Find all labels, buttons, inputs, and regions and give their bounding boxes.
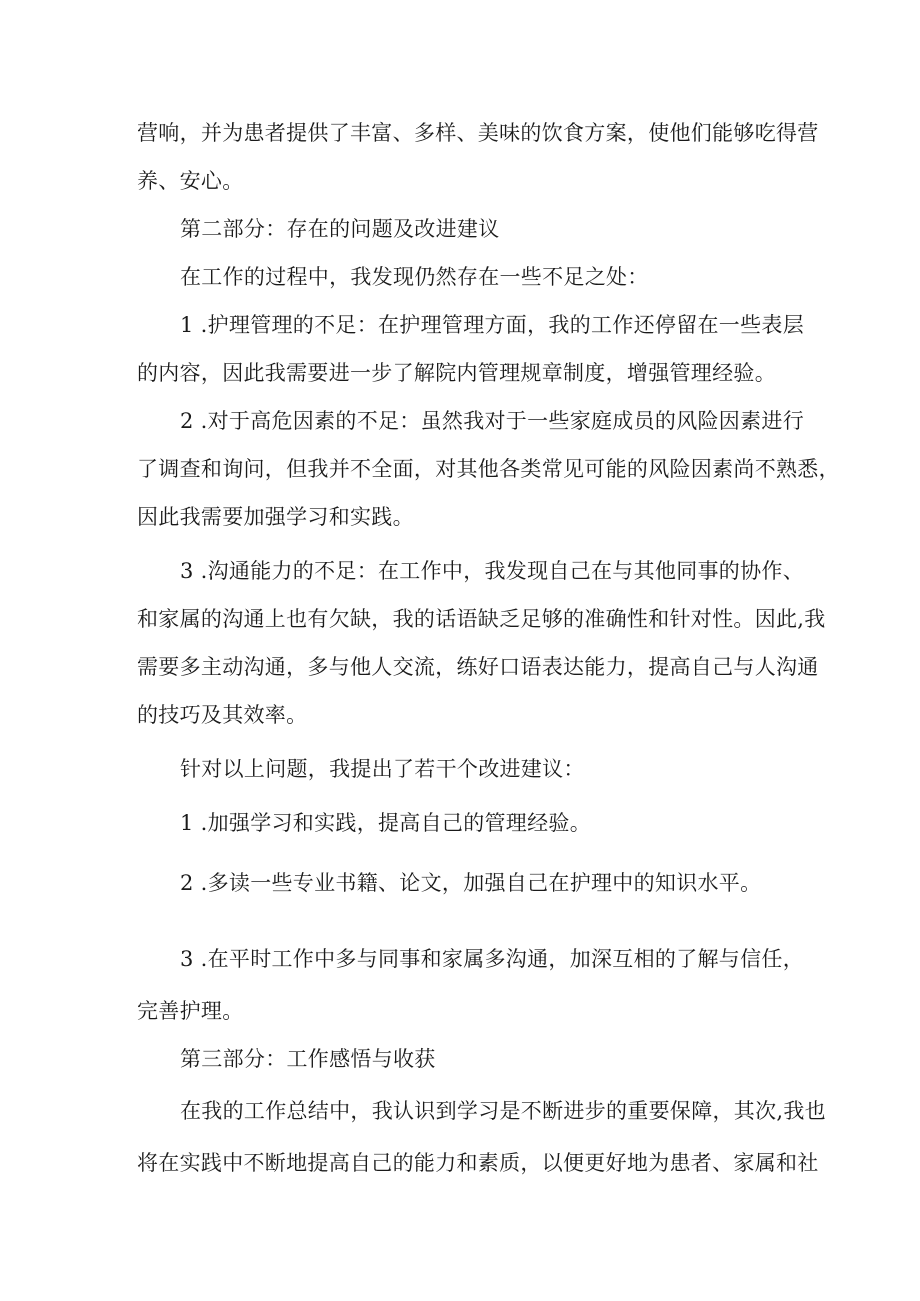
text-line: 营响，并为患者提供了丰富、多样、美味的饮食方案，使他们能够吃得营	[137, 121, 819, 145]
text-line: 需要多主动沟通，多与他人交流，练好口语表达能力，提高自己与人沟通	[137, 655, 819, 679]
text-line: 完善护理。	[137, 999, 244, 1023]
text-line: 将在实践中不断地提高自己的能力和素质，以便更好地为患者、家属和社	[137, 1151, 819, 1175]
section-heading: 第二部分：存在的问题及改进建议	[180, 217, 500, 241]
text-line: 的技巧及其效率。	[137, 703, 308, 727]
text-line: 在我的工作总结中，我认识到学习是不断进步的重要保障，其次,我也	[180, 1099, 826, 1123]
list-item: 1 .加强学习和实践，提高自己的管理经验。	[180, 811, 592, 835]
text-line: 针对以上问题，我提出了若干个改进建议：	[180, 757, 585, 781]
list-item: 1 .护理管理的不足：在护理管理方面，我的工作还停留在一些表层	[180, 313, 805, 337]
list-item: 2 .对于高危因素的不足：虽然我对于一些家庭成员的风险因素进行	[180, 409, 805, 433]
text-line: 了调查和询问，但我并不全面，对其他各类常见可能的风险因素尚不熟悉，	[137, 457, 840, 481]
text-line: 在工作的过程中，我发现仍然存在一些不足之处：	[180, 265, 649, 289]
section-heading: 第三部分：工作感悟与收获	[180, 1047, 436, 1071]
list-item: 2 .多读一些专业书籍、论文，加强自己在护理中的知识水平。	[180, 871, 762, 895]
list-item: 3 .沟通能力的不足：在工作中，我发现自己在与其他同事的协作、	[180, 559, 805, 583]
text-line: 因此我需要加强学习和实践。	[137, 505, 414, 529]
text-line: 和家属的沟通上也有欠缺，我的话语缺乏足够的准确性和针对性。因此,我	[137, 607, 826, 631]
text-line: 的内容，因此我需要进一步了解院内管理规章制度，增强管理经验。	[137, 361, 776, 385]
text-line: 养、安心。	[137, 169, 244, 193]
list-item: 3 .在平时工作中多与同事和家属多沟通，加深互相的了解与信任，	[180, 947, 805, 971]
